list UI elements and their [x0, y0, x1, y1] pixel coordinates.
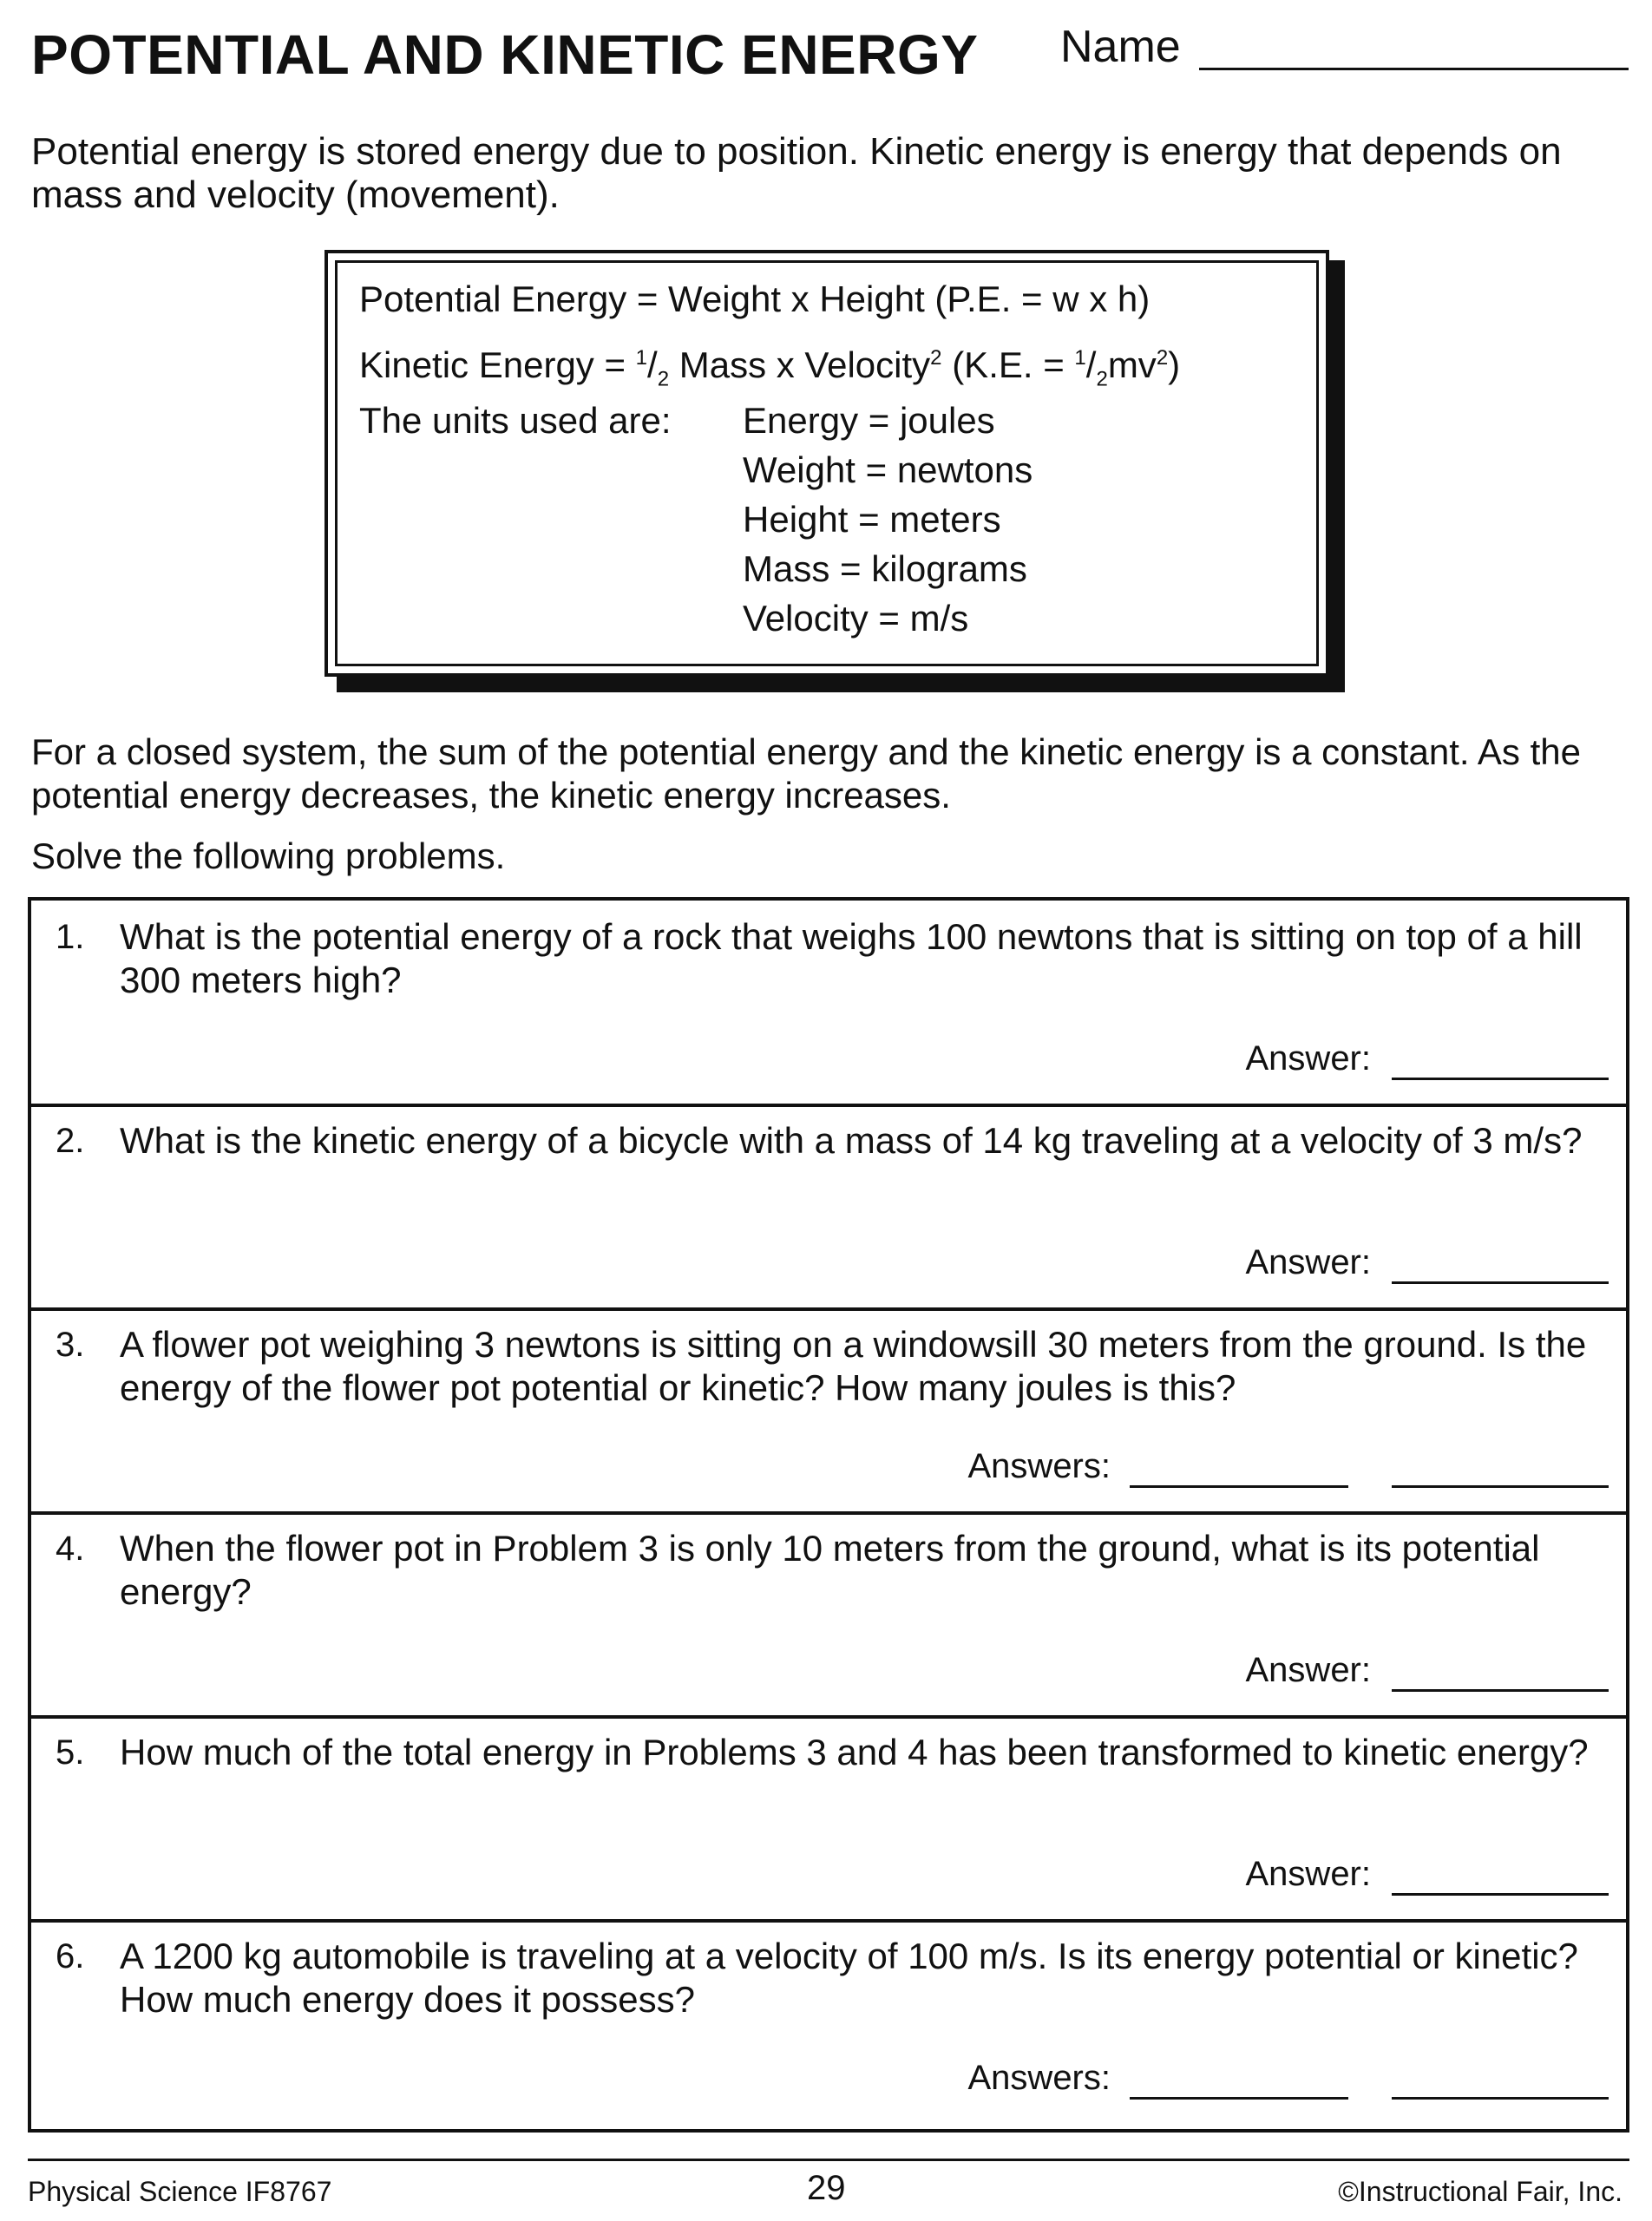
- problem-2-answer-label: Answer:: [1245, 1243, 1371, 1281]
- row-divider: [28, 1715, 1629, 1719]
- problem-2-answer-line[interactable]: [1392, 1281, 1609, 1284]
- row-divider: [28, 1919, 1629, 1923]
- name-label: Name: [1060, 22, 1181, 72]
- problem-1-number: 1.: [56, 918, 85, 956]
- problem-1-answer-line[interactable]: [1392, 1078, 1609, 1080]
- formula-box-shadow-bottom: [337, 677, 1345, 692]
- problem-5-text: How much of the total energy in Problems 3 and 4 has been transformed to kinetic energy?: [120, 1732, 1589, 1772]
- kinetic-energy-formula: Kinetic Energy = $^1/_2$ Mass x Velocity$^2$ (K.E. = $^1/_2mv^2$): [359, 344, 1181, 391]
- half-denominator: 2: [657, 367, 670, 391]
- problem-1-answer-label: Answer:: [1245, 1039, 1371, 1078]
- ke-short-open: (K.E. =: [941, 344, 1075, 385]
- problem-3-answer-line-1[interactable]: [1130, 1485, 1348, 1488]
- unit-weight: Weight = newtons: [743, 449, 1033, 490]
- ke-short-close: ): [1168, 344, 1181, 385]
- unit-mass: Mass = kilograms: [743, 548, 1027, 589]
- footer-rule: [28, 2159, 1629, 2161]
- problem-3-answer-line-2[interactable]: [1392, 1485, 1609, 1488]
- potential-energy-formula: Potential Energy = Weight x Height (P.E. = w x h): [359, 278, 1150, 319]
- problem-2-number: 2.: [56, 1122, 85, 1160]
- intro-paragraph: Potential energy is stored energy due to position. Kinetic energy is energy that depends on mass and velocity (movement).: [31, 130, 1562, 216]
- half-numerator: 1: [635, 346, 648, 370]
- problem-6-answer-line-2[interactable]: [1392, 2097, 1609, 2100]
- problem-4-answer-line[interactable]: [1392, 1689, 1609, 1692]
- page-title: POTENTIAL AND KINETIC ENERGY: [31, 23, 979, 86]
- problem-4-answer-label: Answer:: [1245, 1651, 1371, 1689]
- page-number: 29: [807, 2169, 846, 2207]
- footer-copyright: ©Instructional Fair, Inc.: [1338, 2176, 1622, 2207]
- problem-2-text: What is the kinetic energy of a bicycle with a mass of 14 kg traveling at a velocity of 3 m/s?: [120, 1120, 1583, 1161]
- ke-formula-middle: Mass x Velocity: [669, 344, 931, 385]
- row-divider: [28, 1511, 1629, 1515]
- problem-1-text: What is the potential energy of a rock that weighs 100 newtons that is sitting on top of a hill 300 meters high?: [120, 916, 1583, 1000]
- problem-4-text: When the flower pot in Problem 3 is only 10 meters from the ground, what is its potential energy?: [120, 1528, 1540, 1612]
- solve-instruction: Solve the following problems.: [31, 835, 506, 876]
- formula-box-shadow-right: [1329, 260, 1345, 692]
- unit-energy: Energy = joules: [743, 400, 995, 441]
- closed-system-paragraph: For a closed system, the sum of the potential energy and the kinetic energy is a constant. As the potential energy decreases, the kinetic energy increases.: [31, 731, 1581, 816]
- unit-velocity: Velocity = m/s: [743, 598, 969, 639]
- problem-3-answer-label: Answers:: [967, 1447, 1111, 1485]
- problem-5-number: 5.: [56, 1733, 85, 1772]
- problem-4-number: 4.: [56, 1530, 85, 1568]
- half-numerator-short: 1: [1074, 346, 1086, 370]
- ke-formula-prefix: Kinetic Energy =: [359, 344, 636, 385]
- units-label: The units used are:: [359, 400, 672, 441]
- problem-6-answer-line-1[interactable]: [1130, 2097, 1348, 2100]
- problem-5-answer-label: Answer:: [1245, 1855, 1371, 1893]
- squared-exponent-short: 2: [1156, 346, 1169, 370]
- unit-height: Height = meters: [743, 499, 1001, 540]
- problem-5-answer-line[interactable]: [1392, 1893, 1609, 1896]
- problem-3-text: A flower pot weighing 3 newtons is sitting on a windowsill 30 meters from the ground. Is the energy of the flower pot potential or kinetic? How many joules is this?: [120, 1324, 1587, 1408]
- problem-6-number: 6.: [56, 1937, 85, 1975]
- row-divider: [28, 1307, 1629, 1311]
- half-denominator-short: 2: [1096, 367, 1108, 391]
- row-divider: [28, 1104, 1629, 1107]
- problem-6-text: A 1200 kg automobile is traveling at a velocity of 100 m/s. Is its energy potential or kinetic? How much energy does it possess?: [120, 1936, 1578, 2020]
- name-field-line[interactable]: [1199, 68, 1629, 70]
- problem-3-number: 3.: [56, 1326, 85, 1364]
- ke-mv: mv: [1107, 344, 1157, 385]
- footer-publication: Physical Science IF8767: [28, 2176, 332, 2207]
- squared-exponent: 2: [930, 346, 942, 370]
- problem-6-answer-label: Answers:: [967, 2059, 1111, 2097]
